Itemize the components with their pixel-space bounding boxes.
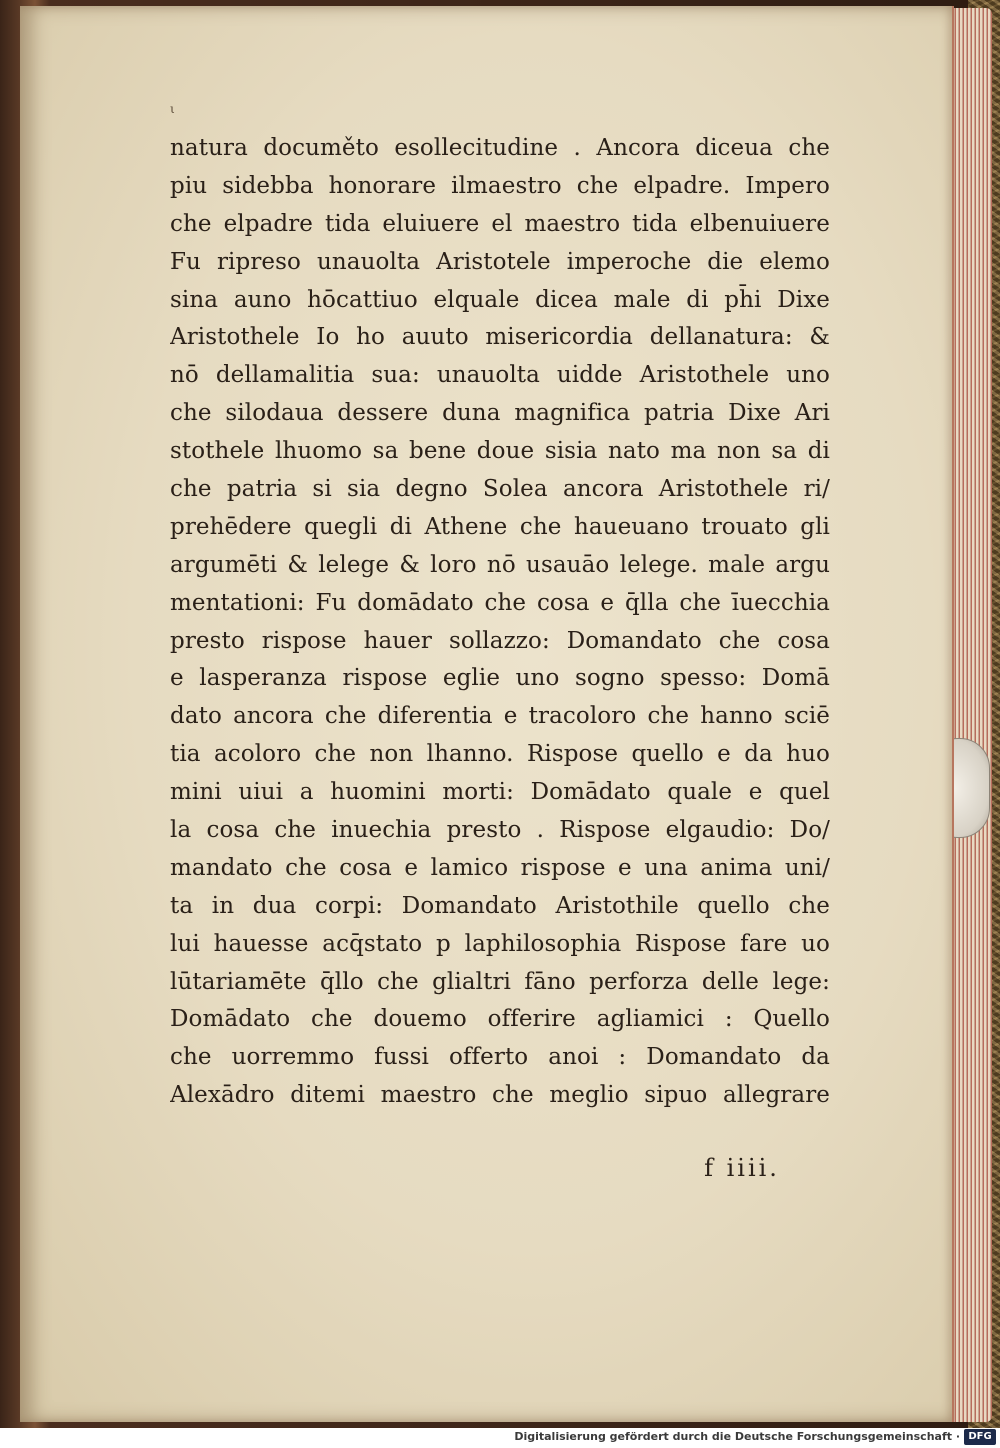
text-line: tia acoloro che non lhanno. Rispose quello e da huo (170, 741, 830, 768)
text-line: Alexādro ditemi maestro che meglio sipuo allegrare (170, 1082, 830, 1109)
text-line: nō dellamalitia sua: unauolta uidde Aristothele uno (170, 362, 830, 389)
text-line: la cosa che inuechia presto . Rispose elgaudio: Do/ (170, 817, 830, 844)
text-line: prehēdere quegli di Athene che haueuano trouato gli (170, 513, 830, 540)
text-line: stothele lhuomo sa bene doue sisia nato ma non sa di (170, 438, 830, 465)
text-line: Fu ripreso unauolta Aristotele imperoche die elemo (170, 248, 830, 275)
footer-credit: Digitalisierung gefördert durch die Deutsche Forschungsgemeinschaft · (514, 1430, 960, 1443)
dfg-logo: DFG (964, 1429, 996, 1445)
text-line: che patria si sia degno Solea ancora Aristothele ri/ (170, 476, 830, 503)
text-line: Aristothele Io ho auuto misericordia dellanatura: & (170, 324, 830, 351)
text-line: lui hauesse acq̄stato p laphilosophia Rispose fare uo (170, 930, 830, 957)
text-line: dato ancora che diferentia e tracoloro che hanno sciē (170, 703, 830, 730)
text-line: e lasperanza rispose eglie uno sogno spesso: Domā (170, 665, 830, 692)
text-line: che silodaua dessere duna magnifica patria Dixe Ari (170, 400, 830, 427)
signature-mark: f iiii. (704, 1154, 780, 1182)
text-line: che elpadre tida eluiuere el maestro tida elbenuiuere (170, 210, 830, 237)
text-line: natura documěto esollecitudine . Ancora diceua che (170, 135, 830, 161)
text-line: piu sidebba honorare ilmaestro che elpadre. Impero (170, 172, 830, 199)
margin-mark: ι (170, 102, 175, 116)
book-page (20, 6, 954, 1422)
text-line: mentationi: Fu domādato che cosa e q̄lla che īuecchia (170, 589, 830, 616)
text-line: presto rispose hauer sollazzo: Domandato che cosa (170, 627, 830, 654)
text-line: Domādato che douemo offerire agliamici : Quello (170, 1006, 830, 1033)
text-block (170, 130, 830, 1115)
text-line: sina auno hōcattiuo elquale dicea male di ph̄i Dixe (170, 286, 830, 313)
text-line: argumēti & lelege & loro nō usauāo lelege. male argu (170, 551, 830, 578)
text-line: mandato che cosa e lamico rispose e una anima uni/ (170, 854, 830, 881)
text-line: lūtariamēte q̄llo che glialtri fāno perforza delle lege: (170, 968, 830, 995)
text-line: ta in dua corpi: Domandato Aristothile quello che (170, 892, 830, 919)
text-line: che uorremmo fussi offerto anoi : Domandato da (170, 1044, 830, 1071)
text-line: mini uiui a huomini morti: Domādato quale e quel (170, 779, 830, 806)
